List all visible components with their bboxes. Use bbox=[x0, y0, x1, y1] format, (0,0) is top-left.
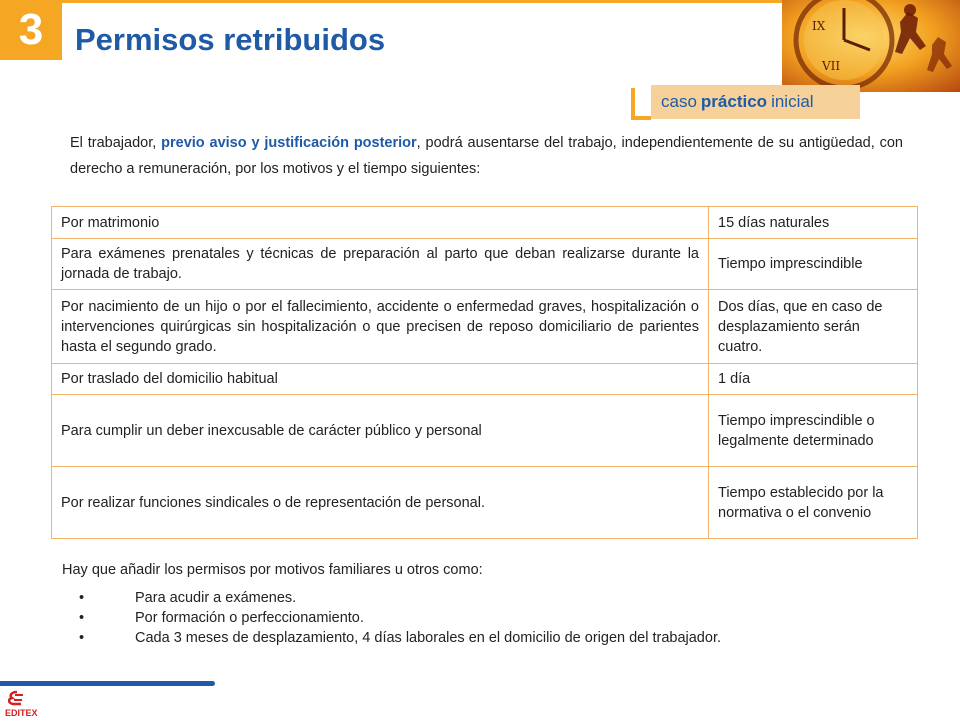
additional-list bbox=[75, 588, 721, 648]
case-label-post: inicial bbox=[771, 92, 814, 111]
svg-text:VII: VII bbox=[822, 59, 841, 73]
intro-part1: El trabajador, bbox=[70, 135, 157, 151]
permissions-table bbox=[51, 206, 918, 539]
table-row bbox=[52, 395, 918, 467]
table-row bbox=[52, 207, 918, 239]
additional-intro: Hay que añadir los permisos por motivos familiares u otros como: bbox=[62, 562, 483, 578]
table-cell-time: Dos días, que en caso de desplazamiento serán cuatro. bbox=[709, 290, 918, 364]
header-top-line bbox=[62, 0, 782, 3]
svg-text:IX: IX bbox=[812, 19, 826, 33]
table-row bbox=[52, 467, 918, 539]
page-title: Permisos retribuidos bbox=[75, 22, 386, 57]
list-item: • Cada 3 meses de desplazamiento, 4 días laborales en el domicilio de origen del trabajador. bbox=[75, 628, 721, 648]
table-cell-reason: Para cumplir un deber inexcusable de carácter público y personal bbox=[52, 395, 709, 467]
table-cell-reason: Por matrimonio bbox=[52, 207, 709, 239]
case-label-bracket bbox=[631, 88, 651, 120]
header-clock-illustration bbox=[782, 0, 960, 92]
table-cell-reason: Por nacimiento de un hijo o por el fallecimiento, accidente o enfermedad graves, hospitalización o intervenciones quirúrgicas sin hospitalización o que precisen de reposo domiciliario de parientes hasta el segundo grado. bbox=[52, 290, 709, 364]
table-cell-reason: Para exámenes prenatales y técnicas de preparación al parto que deban realizarse durante la jornada de trabajo. bbox=[52, 239, 709, 290]
table-row bbox=[52, 290, 918, 364]
table-cell-time: Tiempo imprescindible o legalmente determinado bbox=[709, 395, 918, 467]
table-cell-reason: Por traslado del domicilio habitual bbox=[52, 364, 709, 395]
list-item: • Por formación o perfeccionamiento. bbox=[75, 608, 721, 628]
footer-bar bbox=[0, 681, 215, 686]
chapter-number: 3 bbox=[18, 5, 44, 54]
editex-logo bbox=[3, 690, 47, 718]
table-cell-time: Tiempo establecido por la normativa o el convenio bbox=[709, 467, 918, 539]
table-cell-time: 15 días naturales bbox=[709, 207, 918, 239]
table-cell-time: 1 día bbox=[709, 364, 918, 395]
list-item: • Para acudir a exámenes. bbox=[75, 588, 721, 608]
table-cell-reason: Por realizar funciones sindicales o de representación de personal. bbox=[52, 467, 709, 539]
table-row bbox=[52, 239, 918, 290]
table-row bbox=[52, 364, 918, 395]
intro-part2: , podrá ausentarse del trabajo, independientemente de su antigüedad, con derecho a remuneración, por los motivos y el tiempo siguientes: bbox=[70, 135, 903, 177]
intro-paragraph bbox=[70, 130, 903, 182]
case-label-bold: práctico bbox=[700, 92, 768, 111]
intro-highlight: previo aviso y justificación posterior bbox=[161, 135, 417, 151]
case-label-pre: caso bbox=[661, 92, 697, 111]
case-label bbox=[651, 85, 860, 119]
logo-text: EDITEX bbox=[5, 708, 38, 718]
chapter-badge bbox=[0, 0, 62, 60]
table-cell-time: Tiempo imprescindible bbox=[709, 239, 918, 290]
